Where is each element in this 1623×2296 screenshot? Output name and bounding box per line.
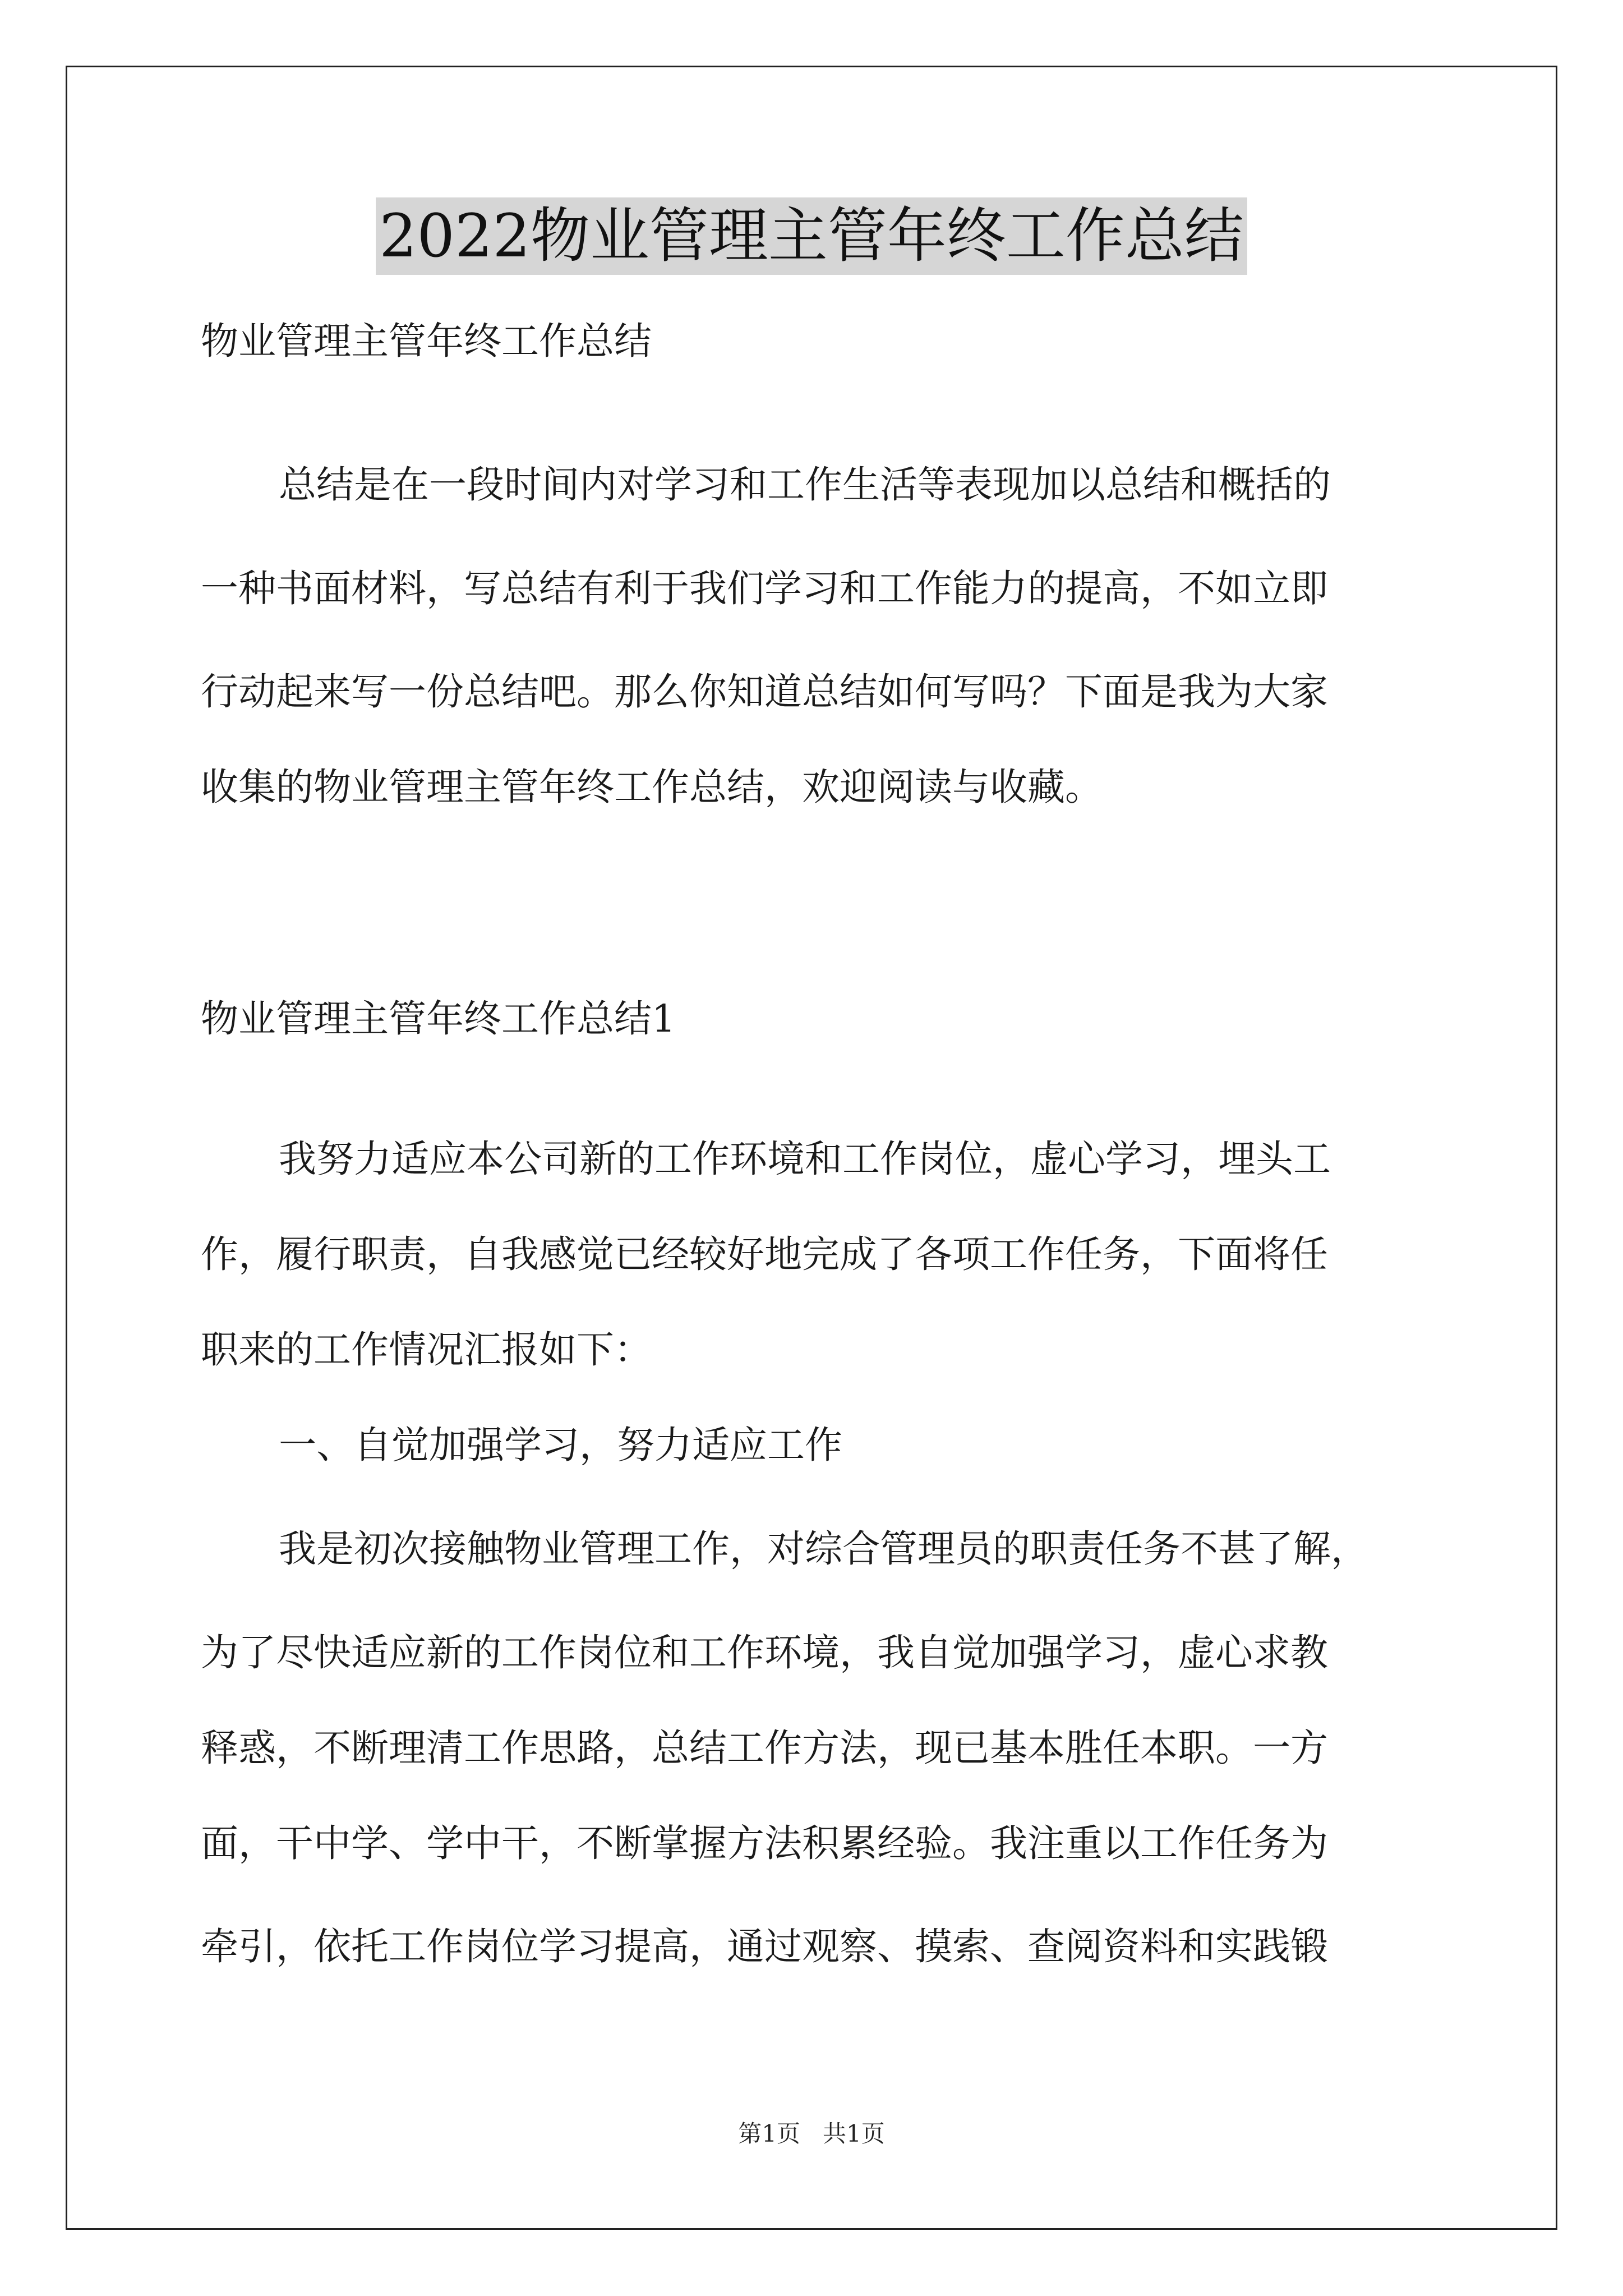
section-line-2: 作，履行职责，自我感觉已经较好地完成了各项工作任务，下面将任 xyxy=(201,1232,1328,1276)
intro-line-4: 收集的物业管理主管年终工作总结，欢迎阅读与收藏。 xyxy=(201,765,1103,809)
section-line-1: 我努力适应本公司新的工作环境和工作岗位，虚心学习，埋头工 xyxy=(279,1137,1331,1181)
point-heading: 一、自觉加强学习，努力适应工作 xyxy=(279,1423,842,1467)
page-number-current: 第1页 xyxy=(738,2120,800,2147)
page-number-total: 共1页 xyxy=(823,2120,885,2147)
intro-line-1: 总结是在一段时间内对学习和工作生活等表现加以总结和概括的 xyxy=(279,463,1331,507)
point-line-3: 释惑，不断理清工作思路，总结工作方法，现已基本胜任本职。一方 xyxy=(201,1726,1328,1770)
intro-line-3: 行动起来写一份总结吧。那么你知道总结如何写吗？下面是我为大家 xyxy=(201,670,1328,714)
intro-line-2: 一种书面材料，写总结有利于我们学习和工作能力的提高，不如立即 xyxy=(201,567,1328,610)
section-line-3: 职来的工作情况汇报如下： xyxy=(201,1328,652,1372)
point-line-5: 牵引，依托工作岗位学习提高，通过观察、摸索、查阅资料和实践锻 xyxy=(201,1925,1328,1968)
point-line-4: 面，干中学、学中干，不断掌握方法积累经验。我注重以工作任务为 xyxy=(201,1821,1328,1865)
document-subtitle: 物业管理主管年终工作总结 xyxy=(201,319,652,363)
section-heading: 物业管理主管年终工作总结1 xyxy=(201,997,676,1041)
point-line-2: 为了尽快适应新的工作岗位和工作环境，我自觉加强学习，虚心求教 xyxy=(201,1631,1328,1674)
page-footer xyxy=(0,2119,1623,2148)
document-title: 2022物业管理主管年终工作总结 xyxy=(376,197,1247,275)
title-container xyxy=(0,197,1623,275)
point-line-1: 我是初次接触物业管理工作，对综合管理员的职责任务不甚了解， xyxy=(279,1527,1368,1571)
